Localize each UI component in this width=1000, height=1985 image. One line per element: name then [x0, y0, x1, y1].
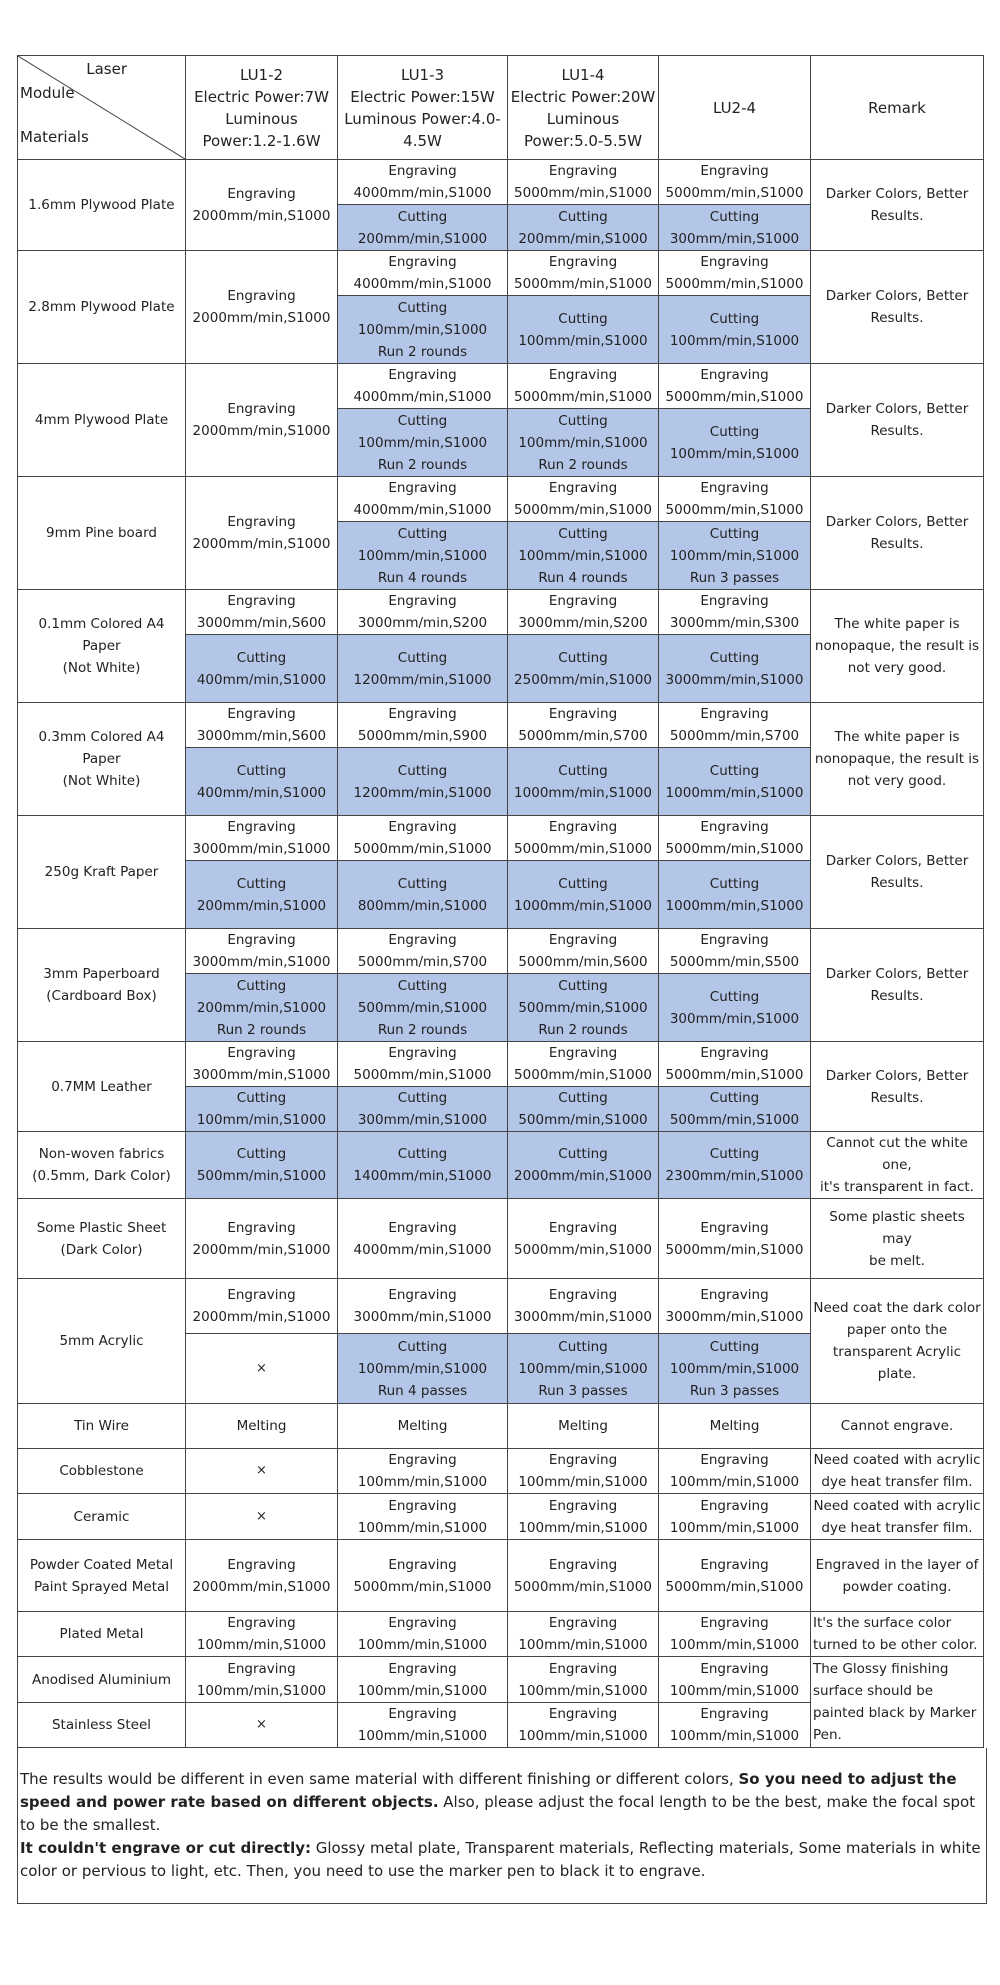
lu1-3-cell: Engraving 100mm/min,S1000 [338, 1703, 508, 1748]
lu1-4-cutting-cell: Cutting 100mm/min,S1000 Run 2 rounds [508, 409, 659, 477]
table-row [18, 1540, 984, 1612]
material-cell: 1.6mm Plywood Plate [18, 160, 186, 251]
material-cell: Tin Wire [18, 1404, 186, 1449]
lu2-4-cutting-cell: Cutting 300mm/min,S1000 [659, 205, 811, 251]
lu1-3-engraving-cell: Engraving 4000mm/min,S1000 [338, 364, 508, 409]
lu1-3-engraving-cell: Engraving 5000mm/min,S1000 [338, 1042, 508, 1087]
lu1-4-cutting-cell: Cutting 100mm/min,S1000 Run 3 passes [508, 1334, 659, 1404]
lu1-3-cell: Engraving 100mm/min,S1000 [338, 1449, 508, 1494]
lu2-4-cell: Engraving 100mm/min,S1000 [659, 1612, 811, 1657]
material-cell: 9mm Pine board [18, 477, 186, 590]
lu1-4-cell: Engraving 100mm/min,S1000 [508, 1449, 659, 1494]
lu2-4-engraving-cell: Engraving 5000mm/min,S1000 [659, 160, 811, 205]
lu1-4-cutting-cell: Cutting 500mm/min,S1000 [508, 1087, 659, 1132]
material-cell: Powder Coated Metal Paint Sprayed Metal [18, 1540, 186, 1612]
lu2-4-engraving-cell: Engraving 5000mm/min,S1000 [659, 477, 811, 522]
lu2-4-cell: Engraving 5000mm/min,S1000 [659, 1540, 811, 1612]
note-text: Also, please adjust the focal length to be the best, make the focal spot to be the smallest. [20, 1793, 976, 1834]
lu1-3-cutting-cell: Cutting 100mm/min,S1000 Run 2 rounds [338, 409, 508, 477]
lu1-2-cell: Engraving 2000mm/min,S1000 [186, 160, 338, 251]
remark-cell: Darker Colors, Better Results. [811, 1042, 984, 1132]
lu2-4-cell: Engraving 100mm/min,S1000 [659, 1494, 811, 1540]
lu1-4-cutting-cell: Cutting 2000mm/min,S1000 [508, 1132, 659, 1199]
material-cell: 5mm Acrylic [18, 1279, 186, 1404]
remark-cell: Darker Colors, Better Results. [811, 816, 984, 929]
note-text: Glossy metal plate, Transparent materials, Reflecting materials, Some materials in white color or pervious to light, etc. Then, you need to use the marker pen to black it to engrave. [20, 1839, 981, 1880]
diagonal-header-cell [18, 56, 186, 160]
lu1-4-engraving-cell: Engraving 5000mm/min,S700 [508, 703, 659, 748]
table-row [18, 160, 984, 205]
lu1-3-cutting-cell: Cutting 100mm/min,S1000 Run 4 rounds [338, 522, 508, 590]
lu1-4-engraving-cell: Engraving 5000mm/min,S1000 [508, 1042, 659, 1087]
lu1-3-cell: Engraving 100mm/min,S1000 [338, 1494, 508, 1540]
lu1-2-cutting-cell: Cutting 500mm/min,S1000 [186, 1132, 338, 1199]
lu1-3-cutting-cell: Cutting 100mm/min,S1000 Run 4 passes [338, 1334, 508, 1404]
lu2-4-engraving-cell: Engraving 5000mm/min,S500 [659, 929, 811, 974]
remark-cell: Need coated with acrylic dye heat transfer film. [811, 1494, 984, 1540]
lu2-4-engraving-cell: Engraving 5000mm/min,S1000 [659, 364, 811, 409]
lu1-4-cutting-cell: Cutting 200mm/min,S1000 [508, 205, 659, 251]
lu1-2-cell: Engraving 100mm/min,S1000 [186, 1657, 338, 1703]
lu1-4-engraving-cell: Engraving 5000mm/min,S1000 [508, 364, 659, 409]
lu1-4-engraving-cell: Engraving 5000mm/min,S1000 [508, 477, 659, 522]
module-name: LU1-2 [239, 65, 284, 84]
table-row [18, 929, 984, 974]
not-applicable-cell: × [186, 1494, 338, 1540]
lu1-3-cutting-cell: Cutting 1200mm/min,S1000 [338, 748, 508, 816]
table-header-row [18, 56, 984, 160]
lu1-3-cutting-cell: Cutting 300mm/min,S1000 [338, 1087, 508, 1132]
remark-cell: Darker Colors, Better Results. [811, 160, 984, 251]
header-lu1-3 [338, 56, 508, 160]
lu1-4-engraving-cell: Engraving 5000mm/min,S1000 [508, 251, 659, 296]
settings-document [17, 55, 983, 1904]
lu1-2-cell: Engraving 2000mm/min,S1000 [186, 1199, 338, 1279]
lu1-2-cell: Melting [186, 1404, 338, 1449]
lu1-3-cell: Engraving 100mm/min,S1000 [338, 1657, 508, 1703]
material-cell: Plated Metal [18, 1612, 186, 1657]
lu1-4-cutting-cell: Cutting 1000mm/min,S1000 [508, 748, 659, 816]
material-cell: 0.7MM Leather [18, 1042, 186, 1132]
table-row [18, 1657, 984, 1703]
note-bold-text: So you need to adjust the speed and power rate based on different objects. [20, 1770, 957, 1811]
lu1-2-cutting-cell: Cutting 400mm/min,S1000 [186, 635, 338, 703]
lu1-2-engraving-cell: Engraving 3000mm/min,S600 [186, 590, 338, 635]
lu1-3-cutting-cell: Cutting 100mm/min,S1000 Run 2 rounds [338, 296, 508, 364]
table-row [18, 1279, 984, 1334]
material-cell: Cobblestone [18, 1449, 186, 1494]
lu2-4-engraving-cell: Engraving 3000mm/min,S1000 [659, 1279, 811, 1334]
table-row [18, 590, 984, 635]
lu1-2-engraving-cell: Engraving 2000mm/min,S1000 [186, 1279, 338, 1334]
material-cell: 3mm Paperboard (Cardboard Box) [18, 929, 186, 1042]
lu1-3-cutting-cell: Cutting 1400mm/min,S1000 [338, 1132, 508, 1199]
lu2-4-engraving-cell: Engraving 5000mm/min,S1000 [659, 251, 811, 296]
lu1-3-cell: Engraving 100mm/min,S1000 [338, 1612, 508, 1657]
lu2-4-cell: Engraving 100mm/min,S1000 [659, 1703, 811, 1748]
table-row [18, 703, 984, 748]
lu1-4-engraving-cell: Engraving 3000mm/min,S1000 [508, 1279, 659, 1334]
lu1-4-cell: Engraving 5000mm/min,S1000 [508, 1540, 659, 1612]
lu1-4-cutting-cell: Cutting 100mm/min,S1000 Run 4 rounds [508, 522, 659, 590]
lu2-4-engraving-cell: Engraving 5000mm/min,S1000 [659, 1042, 811, 1087]
module-detail: Electric Power:20W Luminous Power:5.0-5.5W [510, 87, 656, 150]
lu2-4-cutting-cell: Cutting 100mm/min,S1000 Run 3 passes [659, 522, 811, 590]
lu1-2-cutting-cell: Cutting 400mm/min,S1000 [186, 748, 338, 816]
notes-box [17, 1748, 987, 1904]
module-name: LU2-4 [712, 98, 757, 117]
table-row [18, 1494, 984, 1540]
module-name: LU1-3 [400, 65, 445, 84]
lu2-4-cutting-cell: Cutting 2300mm/min,S1000 [659, 1132, 811, 1199]
lu1-2-cell: Engraving 2000mm/min,S1000 [186, 251, 338, 364]
lu2-4-cell: Engraving 100mm/min,S1000 [659, 1449, 811, 1494]
lu1-4-cell: Engraving 100mm/min,S1000 [508, 1612, 659, 1657]
lu1-3-cell: Melting [338, 1404, 508, 1449]
lu1-3-cutting-cell: Cutting 800mm/min,S1000 [338, 861, 508, 929]
table-row [18, 1132, 984, 1199]
lu1-4-cell: Engraving 100mm/min,S1000 [508, 1657, 659, 1703]
lu2-4-engraving-cell: Engraving 5000mm/min,S1000 [659, 816, 811, 861]
header-materials-label: Materials [20, 128, 89, 146]
lu1-4-cutting-cell: Cutting 1000mm/min,S1000 [508, 861, 659, 929]
lu2-4-engraving-cell: Engraving 5000mm/min,S700 [659, 703, 811, 748]
material-cell: 0.1mm Colored A4 Paper (Not White) [18, 590, 186, 703]
lu1-4-cell: Engraving 100mm/min,S1000 [508, 1703, 659, 1748]
remark-cell: It's the surface color turned to be other color. [811, 1612, 984, 1657]
material-cell: 0.3mm Colored A4 Paper (Not White) [18, 703, 186, 816]
lu1-3-engraving-cell: Engraving 4000mm/min,S1000 [338, 251, 508, 296]
header-laser-label: Laser [86, 60, 127, 78]
remark-cell: Some plastic sheets may be melt. [811, 1199, 984, 1279]
table-row [18, 816, 984, 861]
material-cell: 2.8mm Plywood Plate [18, 251, 186, 364]
lu1-3-cell: Engraving 4000mm/min,S1000 [338, 1199, 508, 1279]
lu1-2-cutting-cell: Cutting 200mm/min,S1000 Run 2 rounds [186, 974, 338, 1042]
table-row [18, 1042, 984, 1087]
remark-cell: Cannot cut the white one, it's transparent in fact. [811, 1132, 984, 1199]
table-row [18, 1449, 984, 1494]
lu1-3-engraving-cell: Engraving 3000mm/min,S1000 [338, 1279, 508, 1334]
remark-cell: Engraved in the layer of powder coating. [811, 1540, 984, 1612]
lu1-3-cell: Engraving 5000mm/min,S1000 [338, 1540, 508, 1612]
lu2-4-cutting-cell: Cutting 100mm/min,S1000 Run 3 passes [659, 1334, 811, 1404]
lu1-3-engraving-cell: Engraving 5000mm/min,S700 [338, 929, 508, 974]
lu1-2-engraving-cell: Engraving 3000mm/min,S1000 [186, 1042, 338, 1087]
remark-cell: The Glossy finishing surface should be painted black by Marker Pen. [811, 1657, 984, 1748]
lu1-2-engraving-cell: Engraving 3000mm/min,S1000 [186, 816, 338, 861]
lu1-3-engraving-cell: Engraving 3000mm/min,S200 [338, 590, 508, 635]
table-row [18, 1199, 984, 1279]
laser-settings-table [17, 55, 984, 1748]
remark-cell: Darker Colors, Better Results. [811, 251, 984, 364]
lu1-3-cutting-cell: Cutting 1200mm/min,S1000 [338, 635, 508, 703]
note-bold-text: It couldn't engrave or cut directly: [20, 1839, 311, 1857]
lu2-4-cell: Engraving 100mm/min,S1000 [659, 1657, 811, 1703]
lu1-3-cutting-cell: Cutting 500mm/min,S1000 Run 2 rounds [338, 974, 508, 1042]
table-row [18, 477, 984, 522]
lu1-3-engraving-cell: Engraving 5000mm/min,S1000 [338, 816, 508, 861]
module-detail: Electric Power:7W Luminous Power:1.2-1.6W [194, 87, 329, 150]
lu1-3-cutting-cell: Cutting 200mm/min,S1000 [338, 205, 508, 251]
material-cell: 250g Kraft Paper [18, 816, 186, 929]
table-row [18, 251, 984, 296]
lu1-2-cutting-cell: Cutting 200mm/min,S1000 [186, 861, 338, 929]
remark-cell: Darker Colors, Better Results. [811, 477, 984, 590]
lu1-4-cutting-cell: Cutting 100mm/min,S1000 [508, 296, 659, 364]
table-row [18, 1612, 984, 1657]
note-text: The results would be different in even same material with different finishing or different colors, [20, 1770, 739, 1788]
lu1-3-engraving-cell: Engraving 4000mm/min,S1000 [338, 477, 508, 522]
lu2-4-cutting-cell: Cutting 1000mm/min,S1000 [659, 748, 811, 816]
lu1-3-engraving-cell: Engraving 4000mm/min,S1000 [338, 160, 508, 205]
lu2-4-cutting-cell: Cutting 300mm/min,S1000 [659, 974, 811, 1042]
lu2-4-cell: Melting [659, 1404, 811, 1449]
material-cell: Anodised Aluminium [18, 1657, 186, 1703]
lu1-4-engraving-cell: Engraving 5000mm/min,S1000 [508, 160, 659, 205]
remark-cell: The white paper is nonopaque, the result is not very good. [811, 703, 984, 816]
lu1-4-engraving-cell: Engraving 3000mm/min,S200 [508, 590, 659, 635]
material-cell: Ceramic [18, 1494, 186, 1540]
module-name: LU1-4 [561, 65, 605, 84]
lu1-4-cell: Engraving 5000mm/min,S1000 [508, 1199, 659, 1279]
table-row [18, 364, 984, 409]
remark-cell: Darker Colors, Better Results. [811, 929, 984, 1042]
material-cell: 4mm Plywood Plate [18, 364, 186, 477]
lu1-4-cell: Engraving 100mm/min,S1000 [508, 1494, 659, 1540]
lu2-4-cutting-cell: Cutting 1000mm/min,S1000 [659, 861, 811, 929]
header-remark: Remark [811, 56, 984, 160]
remark-cell: Cannot engrave. [811, 1404, 984, 1449]
not-applicable-cell: × [186, 1703, 338, 1748]
lu1-2-cutting-cell: Cutting 100mm/min,S1000 [186, 1087, 338, 1132]
lu1-2-cell: Engraving 100mm/min,S1000 [186, 1612, 338, 1657]
material-cell: Stainless Steel [18, 1703, 186, 1748]
lu1-2-cell: Engraving 2000mm/min,S1000 [186, 1540, 338, 1612]
remark-cell: Darker Colors, Better Results. [811, 364, 984, 477]
lu1-4-engraving-cell: Engraving 5000mm/min,S1000 [508, 816, 659, 861]
module-detail: Electric Power:15W Luminous Power:4.0- 4.5W [344, 87, 501, 150]
lu2-4-cutting-cell: Cutting 500mm/min,S1000 [659, 1087, 811, 1132]
header-lu1-4 [508, 56, 659, 160]
lu1-2-cell: Engraving 2000mm/min,S1000 [186, 364, 338, 477]
lu2-4-engraving-cell: Engraving 3000mm/min,S300 [659, 590, 811, 635]
header-module-label: Module [20, 84, 75, 102]
remark-cell: The white paper is nonopaque, the result is not very good. [811, 590, 984, 703]
lu1-2-engraving-cell: Engraving 3000mm/min,S600 [186, 703, 338, 748]
lu2-4-cutting-cell: Cutting 100mm/min,S1000 [659, 409, 811, 477]
not-applicable-cell: × [186, 1334, 338, 1404]
material-cell: Some Plastic Sheet (Dark Color) [18, 1199, 186, 1279]
header-lu1-2 [186, 56, 338, 160]
lu1-4-engraving-cell: Engraving 5000mm/min,S600 [508, 929, 659, 974]
lu2-4-cell: Engraving 5000mm/min,S1000 [659, 1199, 811, 1279]
lu1-2-engraving-cell: Engraving 3000mm/min,S1000 [186, 929, 338, 974]
lu2-4-cutting-cell: Cutting 3000mm/min,S1000 [659, 635, 811, 703]
table-row [18, 1404, 984, 1449]
remark-cell: Need coat the dark color paper onto the transparent Acrylic plate. [811, 1279, 984, 1404]
lu1-4-cell: Melting [508, 1404, 659, 1449]
lu1-4-cutting-cell: Cutting 2500mm/min,S1000 [508, 635, 659, 703]
lu1-2-cell: Engraving 2000mm/min,S1000 [186, 477, 338, 590]
header-lu2-4 [659, 56, 811, 160]
remark-cell: Need coated with acrylic dye heat transfer film. [811, 1449, 984, 1494]
lu1-4-cutting-cell: Cutting 500mm/min,S1000 Run 2 rounds [508, 974, 659, 1042]
lu2-4-cutting-cell: Cutting 100mm/min,S1000 [659, 296, 811, 364]
not-applicable-cell: × [186, 1449, 338, 1494]
lu1-3-engraving-cell: Engraving 5000mm/min,S900 [338, 703, 508, 748]
material-cell: Non-woven fabrics (0.5mm, Dark Color) [18, 1132, 186, 1199]
